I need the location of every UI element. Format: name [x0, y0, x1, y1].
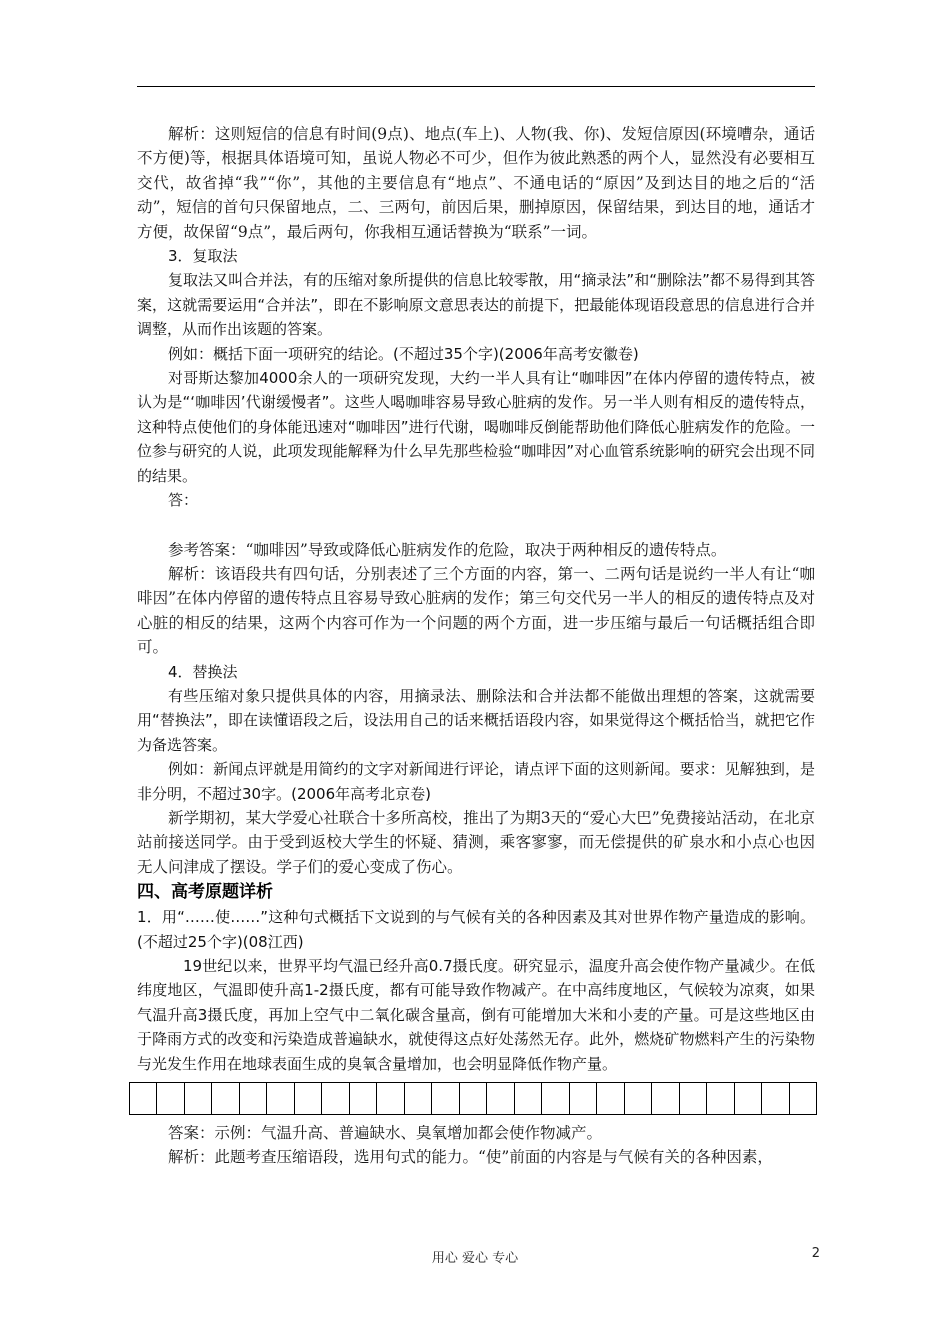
analysis-paragraph-climate: 解析：此题考查压缩语段，选用句式的能力。“使”前面的内容是与气候有关的各种因素，: [168, 1148, 773, 1167]
answer-cell[interactable]: [405, 1083, 432, 1114]
answer-cell[interactable]: [597, 1083, 624, 1114]
answer-cell[interactable]: [157, 1083, 184, 1114]
answer-cell[interactable]: [267, 1083, 294, 1114]
header-rule: [137, 86, 815, 87]
question-1: 1．用“……使……”这种句式概括下文说到的与气候有关的各种因素及其对世界作物产量造成的影响。(不超过25个字)(08江西): [137, 908, 815, 951]
example-prompt-anhui: 例如：概括下面一项研究的结论。(不超过35个字)(2006年高考安徽卷): [168, 344, 639, 363]
answer-cell[interactable]: [680, 1083, 707, 1114]
example-prompt-beijing: 例如：新闻点评就是用简约的文字对新闻进行评论，请点评下面的这则新闻。要求：见解独到，是非分明，不超过30字。(2006年高考北京卷): [137, 760, 815, 803]
answer-label: 答：: [168, 491, 199, 510]
news-passage: 新学期初，某大学爱心社联合十多所高校，推出了为期3天的“爱心大巴”免费接站活动，在北京站前接送同学。由于受到返校大学生的怀疑、猜测，乘客寥寥，而无偿提供的矿泉水和小点心也因无人问津成了摆设。学子们的爱心变成了伤心。: [137, 808, 815, 876]
method-heading-replace: 4．替换法: [168, 662, 238, 681]
section-heading: 四、高考原题详析: [137, 882, 273, 903]
answer-cell[interactable]: [652, 1083, 679, 1114]
analysis-paragraph-sms: 解析：这则短信的信息有时间(9点)、地点(车上)、人物(我、你)、发短信原因(环境嘈杂，通话不方便)等，根据具体语境可知，虽说人物必不可少，但作为彼此熟悉的两个人，显然没有必要相互交代，故省掉“我”“你”，其他的主要信息有“地点”、不通电话的“原因”及到达目的地之后的“活动”，短信的首句只保留地点，二、三两句，前因后果，删掉原因，保留结果，到达目的地，通话才方便，故保留“9点”，最后两句，你我相互通话替换为“联系”一词。: [137, 125, 815, 241]
answer-cell[interactable]: [322, 1083, 349, 1114]
caffeine-passage: 对哥斯达黎加4000余人的一项研究发现，大约一半人具有让“咖啡因”在体内停留的遗传特点，被认为是“‘咖啡因’代谢缓慢者”。这些人喝咖啡容易导致心脏病的发作。另一半人则有相反的遗传特点，这种特点使他们的身体能迅速对“咖啡因”进行代谢，喝咖啡反倒能帮助他们降低心脏病发作的危险。一位参与研究的人说，此项发现能解释为什么早先那些检验“咖啡因”对心血管系统影响的研究会出现不同的结果。: [137, 369, 815, 485]
answer-cell[interactable]: [212, 1083, 239, 1114]
answer-cell[interactable]: [185, 1083, 212, 1114]
answer-cell[interactable]: [570, 1083, 597, 1114]
answer-cell[interactable]: [515, 1083, 542, 1114]
answer-blank-space: [137, 513, 815, 538]
combine-method-description: 复取法又叫合并法，有的压缩对象所提供的信息比较零散，用“摘录法”和“删除法”都不易得到其答案，这就需要运用“合并法”，即在不影响原文意思表达的前提下，把最能体现语段意思的信息进行合并调整，从而作出该题的答案。: [137, 271, 815, 339]
replace-method-description: 有些压缩对象只提供具体的内容，用摘录法、删除法和合并法都不能做出理想的答案，这就需要用“替换法”，即在读懂语段之后，设法用自己的话来概括语段内容，如果觉得这个概括恰当，就把它作为备选答案。: [137, 686, 815, 754]
footer-motto: 用心 爱心 专心: [431, 1251, 519, 1266]
answer-cell[interactable]: [130, 1083, 157, 1114]
answer-cell[interactable]: [350, 1083, 377, 1114]
answer-cell[interactable]: [762, 1083, 789, 1114]
answer-example-climate: 答案：示例：气温升高、普遍缺水、臭氧增加都会使作物减产。: [168, 1124, 603, 1143]
answer-cell[interactable]: [542, 1083, 569, 1114]
answer-grid[interactable]: [129, 1082, 817, 1115]
analysis-paragraph-caffeine: 解析：该语段共有四句话，分别表述了三个方面的内容，第一、二两句话是说约一半人有让“咖啡因”在体内停留的遗传特点且容易导致心脏病的发作；第三句交代另一半人的相反的遗传特点及对心脏的相反的结果，这两个内容可作为一个问题的两个方面，进一步压缩与最后一句话概括组合即可。: [137, 564, 815, 657]
reference-answer-caffeine: 参考答案：“咖啡因”导致或降低心脏病发作的危险，取决于两种相反的遗传特点。: [168, 540, 727, 559]
answer-cell[interactable]: [625, 1083, 652, 1114]
answer-cell[interactable]: [377, 1083, 404, 1114]
answer-cell[interactable]: [432, 1083, 459, 1114]
climate-passage: 19世纪以来，世界平均气温已经升高0.7摄氏度。研究显示，温度升高会使作物产量减少。在低纬度地区，气温即使升高1-2摄氏度，都有可能导致作物减产。在中高纬度地区，气候较为凉爽，如果气温升高3摄氏度，再加上空气中二氧化碳含量高，倒有可能增加大米和小麦的产量。可是这些地区由于降雨方式的改变和污染造成普遍缺水，就使得这点好处荡然无存。此外，燃烧矿物燃料产生的污染物与光发生作用在地球表面生成的臭氧含量增加，也会明显降低作物产量。: [137, 957, 815, 1073]
page-body: [137, 122, 815, 1170]
answer-cell[interactable]: [487, 1083, 514, 1114]
answer-cell[interactable]: [460, 1083, 487, 1114]
method-heading-combine: 3．复取法: [168, 247, 238, 266]
answer-cell[interactable]: [735, 1083, 762, 1114]
page-number: 2: [811, 1246, 820, 1261]
answer-cell[interactable]: [240, 1083, 267, 1114]
answer-cell[interactable]: [790, 1083, 816, 1114]
answer-cell[interactable]: [295, 1083, 322, 1114]
answer-cell[interactable]: [707, 1083, 734, 1114]
